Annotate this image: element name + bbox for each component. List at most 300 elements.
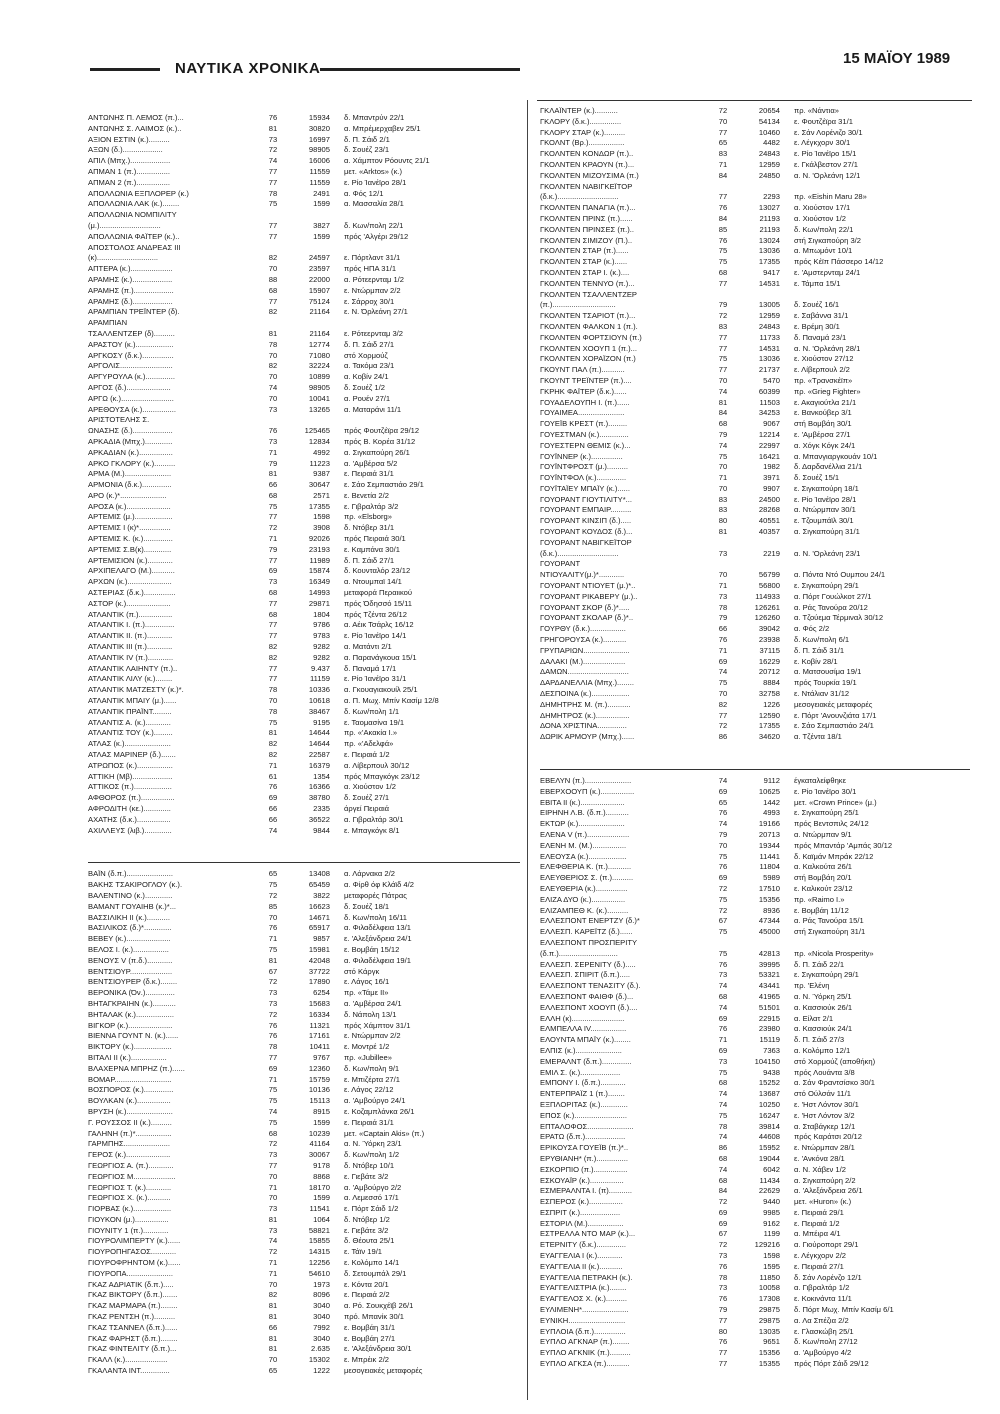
ship-row (540, 419, 970, 430)
ship-position: α. Καλκούτα 26/1 (794, 862, 853, 872)
ship-row (540, 203, 970, 214)
ship-position: ε. Ντώρμπαν 2/2 (344, 285, 401, 295)
ship-row (540, 1251, 970, 1262)
ship-year: 77 (268, 1052, 278, 1062)
ship-tonnage: 11159 (310, 674, 330, 684)
ship-position: δ. Ντόβερ 31/1 (344, 523, 395, 533)
ship-year: 77 (268, 598, 278, 608)
ship-year: 65 (268, 1366, 278, 1376)
ship-tonnage (286, 243, 344, 254)
ship-year: 70 (718, 462, 728, 472)
ship-position: ε. 'Αλεξάνδρεια 30/1 (344, 1344, 412, 1354)
ship-row (88, 243, 520, 254)
ship-tonnage: 1599 (313, 1193, 330, 1203)
ship-tonnage: 9162 (763, 1218, 780, 1228)
ship-name: ΕΛΛΕΣΠΟΝΤ ΤΕΝΑΣΙΤΥ (δ.). (540, 981, 641, 991)
ship-year: 75 (718, 354, 728, 364)
ship-year: 73 (718, 1283, 728, 1293)
ship-row (88, 1344, 520, 1355)
ship-tonnage: 16623 (308, 901, 330, 911)
ship-name: ΑΞΩΝ (δ.)................... (88, 145, 163, 155)
ship-tonnage: 10411 (309, 1042, 330, 1052)
page-date: 15 ΜΑΪΟΥ 1989 (843, 50, 951, 67)
ship-tonnage: 16334 (308, 1009, 330, 1019)
ship-position: στό Ούλσάν 11/1 (794, 1089, 851, 1099)
ship-year: 74 (718, 1099, 728, 1109)
ship-row (88, 1236, 520, 1247)
ship-position: μεταφορές Πάτρας (344, 890, 407, 900)
ship-position: ε. Ρότεερνταμ 3/2 (344, 328, 403, 338)
ship-year: 76 (718, 203, 728, 213)
ship-position: δ. Κων/πολη 16/11 (344, 912, 408, 922)
ship-name: ΑΧΙΛΛΕΥΣ (λιβ.)............. (88, 825, 172, 835)
ship-position: πρ. «Τρανσκέϊπ» (794, 375, 853, 385)
ship-name: ΑΤΛΑΝΤΙΚ Ι. (π.).............. (88, 620, 175, 630)
ship-tonnage: 4482 (763, 138, 780, 148)
ship-name: ΑΡΕΘΟΥΣΑ (κ.)................ (88, 404, 176, 414)
ship-position: ε. Λέγκχορν 30/1 (794, 138, 851, 148)
ship-row (540, 798, 970, 809)
ship-row (540, 387, 970, 398)
ship-row (540, 1154, 970, 1165)
ship-tonnage: 15302 (308, 1355, 330, 1365)
ship-name: ΑΠΟΛΛΩΝΙΑ ΛΑΚ (κ.)........ (88, 199, 180, 209)
ship-year: 68 (268, 609, 278, 619)
ship-name: ΑΡΑΜΗΣ (π.)................... (88, 285, 174, 295)
ship-position: ε. Τάμπα 15/1 (794, 278, 841, 288)
ship-name: ΓΚΑΖ ΦΑΡΗΣΤ (δ.π.)........ (88, 1333, 178, 1343)
ship-position (794, 559, 970, 570)
ship-tonnage: 2.635 (310, 1344, 330, 1354)
ship-tonnage: 58821 (308, 1225, 330, 1235)
ship-name: ΕΡΙΚΟΥΣΑ ΓΟΥΕΪΒ (π.)*.. (540, 1143, 629, 1153)
ship-row (540, 592, 970, 603)
ship-year: 74 (268, 382, 278, 392)
ship-name: ΒΕΒΕΥ (κ.)..................... (88, 934, 171, 944)
ship-tonnage: 9387 (313, 469, 330, 479)
ship-row (540, 214, 970, 225)
ship-position: α. Σιγκαπούρη 2/2 (794, 1175, 856, 1185)
ship-position: δ. Σουέζ 23/1 (344, 145, 390, 155)
ship-year: 75 (718, 257, 728, 267)
ship-name: ΑΤΛΑΝΤΙΚ ΛΑΙΗΝΤΥ (π.).. (88, 663, 178, 673)
ship-position: α. Ρό. Σουκχέϊβ 26/1 (344, 1301, 414, 1311)
ship-tonnage: 3040 (313, 1301, 330, 1311)
ship-position: δ. Νάπολη 13/1 (344, 1009, 397, 1019)
ship-year: 68 (268, 490, 278, 500)
ship-tonnage: 11804 (759, 862, 780, 872)
ship-year (710, 559, 736, 570)
ship-row (88, 1323, 520, 1334)
ship-year: 68 (718, 419, 728, 429)
ship-name: ΕΥΠΛΟΙΑ (δ.π.)............... (540, 1326, 626, 1336)
ship-name: ΓΚΟΛΝΤΕΝ ΚΡΑΟΥΝ (π.)... (540, 159, 635, 169)
ship-row (540, 624, 970, 635)
ship-name: ΔΑΛΑΚΙ (Μ.).................... (540, 656, 626, 666)
ship-row (88, 318, 520, 329)
ship-tonnage: 1064 (313, 1214, 330, 1224)
ship-row (88, 1312, 520, 1323)
ship-year: 85 (718, 224, 728, 234)
ship-position: δ. Π. Σάιδ 31/1 (794, 645, 845, 655)
ship-year: 79 (718, 300, 728, 310)
ship-position: ε. Πόρτ 'Ανουνζιάτα 17/1 (794, 710, 877, 720)
ship-name: ΑΤΛΑΝΤΙΚ ΛΙΛΥ (κ.)........ (88, 674, 173, 684)
ship-name: ΑΡΚΑΔΙΑ (Μπχ.)............. (88, 436, 173, 446)
ship-name: ΓΚΟΛΝΤΕΝ ΣΙΜΙΖΟΥ (Π.).. (540, 235, 633, 245)
ship-name: ΑΤΛΑΝΤΙΚ IV (π.)............ (88, 652, 174, 662)
ship-position: ε. Λίβερπουλ 2/2 (794, 365, 850, 375)
ship-tonnage: 9112 (763, 776, 780, 786)
ship-position: ε. Μπρέικ 2/2 (344, 1355, 390, 1365)
ship-position: ε. Ρίο Ίανέϊρο 14/1 (344, 631, 407, 641)
ship-tonnage: 9178 (313, 1160, 330, 1170)
ship-row (88, 1193, 520, 1204)
ship-tonnage: 21193 (759, 224, 780, 234)
ship-year: 74 (718, 1089, 728, 1099)
ship-row (88, 1150, 520, 1161)
ship-year: 76 (268, 1020, 278, 1030)
ship-row (88, 1042, 520, 1053)
ship-row (540, 646, 970, 657)
ship-position: δ. Κων/πολη 1/1 (344, 706, 400, 716)
ship-position: δ. Πόρτ Μωχ. Μπίν Κασίμ 6/1 (794, 1305, 894, 1315)
ship-year: 75 (268, 717, 278, 727)
ship-tonnage: 1982 (763, 462, 780, 472)
ship-name: ΓΟΥΡΘΥ (δ.κ.)................. (540, 624, 626, 634)
ship-tonnage: 16421 (758, 451, 780, 461)
ship-tonnage: 51501 (758, 1002, 780, 1012)
ship-tonnage: 15355 (758, 1359, 780, 1369)
ship-row (88, 566, 520, 577)
ship-tonnage: 28268 (758, 505, 780, 515)
ship-name: ΓΟΥΟΡΑΝΤ ΣΚΟΡ (δ.)*..... (540, 602, 630, 612)
ship-row (540, 138, 970, 149)
ship-name: ΓΟΥΟΡΑΝΤ (540, 559, 581, 569)
ship-row (540, 117, 970, 128)
ship-name: ΕΛΜΠΕΛΛΑ IV................. (540, 1024, 627, 1034)
ship-row (540, 776, 970, 787)
ship-row (88, 913, 520, 924)
ship-year: 83 (718, 505, 728, 515)
ship-name: ΑΡΧΩΝ (κ.)..................... (88, 577, 172, 587)
ship-position: ε. Ρίο Ίανέϊρο 31/1 (344, 674, 407, 684)
ship-position: α. Ρότεερνταμ 1/2 (344, 274, 405, 284)
ship-year: 70 (718, 840, 728, 850)
ship-name: ΕΛΕΝΑ V (π.).................... (540, 830, 630, 839)
ship-position: α. Χιούστον 1/2 (794, 213, 847, 223)
ship-name: ΒΑΛΕΝΤΙΝΟ (κ.)............. (88, 890, 173, 900)
ship-tonnage: 13027 (758, 203, 780, 213)
ship-year: 77 (268, 231, 278, 241)
ship-name: ΔΕΣΠΟΙΝΑ (κ.).................. (540, 689, 630, 699)
ship-name: ΓΚΛΟΡΥ (δ.κ.)............... (540, 116, 622, 126)
ship-year: 79 (718, 613, 728, 623)
ship-position: στό Χορμούζ (αποθήκη) (794, 1056, 876, 1066)
ship-year: 81 (718, 397, 728, 407)
ship-row (88, 523, 520, 534)
ship-tonnage: 21164 (309, 328, 330, 338)
ship-position: ε. Ντώρμπαν 28/1 (794, 1143, 855, 1153)
ship-name: ΕΡΑΤΩ (δ.π.)................... (540, 1132, 626, 1142)
ship-year: 73 (718, 970, 728, 980)
ship-name: ΕΜΕΡΑΛΝΤ (δ.π.).............. (540, 1056, 632, 1066)
section-rule (88, 862, 520, 863)
ship-row (540, 1305, 970, 1316)
ship-tonnage: 9067 (763, 419, 780, 429)
ship-row (88, 329, 520, 340)
ship-year: 77 (268, 220, 278, 230)
ship-position: α. Κοβίν 24/1 (344, 372, 389, 382)
ship-tonnage: 14993 (308, 588, 330, 598)
ship-name: ΑΡΑΣΤΟΥ (κ.).................. (88, 339, 174, 349)
ship-name: ΕΛΛΕΣΠ. ΣΕΡΕΝΙΤΥ (δ.)..... (540, 959, 636, 969)
ship-year: 72 (718, 1240, 728, 1250)
right-column-top-rule (537, 100, 972, 101)
ship-year: 81 (268, 1333, 278, 1343)
ship-row (540, 322, 970, 333)
ship-name: ΒΗΤΑΓΚΡΑΙΗΝ (κ.)........... (88, 998, 176, 1008)
ship-position: α. Ματσουσίμα 19/1 (794, 667, 862, 677)
ship-row (88, 199, 520, 210)
ship-name: ΑΣΤΟΡ (κ.)..................... (88, 598, 171, 608)
ship-year: 82 (268, 307, 278, 317)
ship-year: 76 (268, 113, 278, 122)
ship-tonnage: 12360 (308, 1063, 330, 1073)
ship-row (540, 1186, 970, 1197)
ship-row (88, 1031, 520, 1042)
ship-row (540, 808, 970, 819)
ship-name: ΓΚΡΗΚ ΦΑΪΤΕΡ (δ.κ.)...... (540, 386, 627, 396)
ship-position: πρός 'Αλγέρι 29/12 (344, 231, 409, 241)
ship-year: 81 (718, 527, 728, 537)
ship-position: δ. Μπαντρύν 22/1 (344, 113, 405, 122)
ship-name: ΝΤΙΟΥΑΛΙΤΥ(μ.)*............ (540, 570, 625, 580)
ship-name: ΕΣΚΟΥΑΪΡ (κ.)................ (540, 1175, 624, 1185)
ship-name: ΒΙΚΤΟΡΥ (κ.).................. (88, 1042, 172, 1052)
ship-position: ε. Πόρτλαντ 31/1 (344, 253, 401, 263)
ship-tonnage: 11434 (759, 1175, 780, 1185)
ship-position: μεταφορά Περαιικού (344, 588, 413, 598)
ship-row (540, 311, 970, 322)
ship-row (88, 988, 520, 999)
ship-row (540, 884, 970, 895)
ship-tonnage: 9417 (763, 267, 780, 277)
ship-position: πρ. «Nicola Prosperity» (794, 948, 874, 958)
ship-tonnage: 15907 (308, 285, 330, 295)
ship-name: ΤΣΑΛΛΕΝΤΖΕΡ (δ).......... (88, 328, 175, 338)
ship-name: ΕΛΕΦΘΕΡΙΑ Κ. (π.)........... (540, 862, 632, 872)
ship-tonnage: 3908 (313, 523, 330, 533)
ship-year: 75 (718, 851, 728, 861)
ship-row (540, 1294, 970, 1305)
ship-position: α. Τζέντα 18/1 (794, 732, 842, 742)
ship-name: ΒΟΣΠΟΡΟΣ (κ.).............. (88, 1085, 174, 1095)
ship-name: ΕΛΛΗ (κ)......................... (540, 1013, 625, 1023)
ship-year: 66 (268, 804, 278, 813)
ship-name: ΓΚΟΛΝΤ (Βρ.)................. (540, 138, 625, 148)
ship-year: 69 (718, 1013, 728, 1023)
ship-tonnage: 10625 (758, 786, 780, 796)
ship-row (540, 873, 970, 884)
ship-row (540, 960, 970, 971)
ship-row (88, 1247, 520, 1258)
ship-tonnage: 16247 (758, 1110, 780, 1120)
ship-tonnage: 3822 (313, 890, 330, 900)
ship-name: ΑΡΓΩ (κ.)......................... (88, 393, 174, 403)
ship-tonnage: 13005 (758, 300, 780, 310)
ship-position: ε. Κοβίν 28/1 (794, 656, 838, 666)
ship-name: ΑΤΛΑΣ (κ.)...................... (88, 739, 171, 749)
ship-position: α. Ράς Τανούρα 15/1 (794, 916, 864, 926)
ship-year: 61 (268, 771, 278, 781)
ship-name: ΓΚΑΖ ΡΕΝΤΣΗ (π.).......... (88, 1312, 176, 1322)
ship-position: ε. Σιγκαπούρη 25/1 (794, 808, 859, 818)
ship-row (88, 1334, 520, 1345)
ship-tonnage: 56799 (758, 570, 780, 580)
ship-position: άργεί Πειραιά (344, 804, 390, 813)
ship-name: ΓΚΟΥΝΤ ΠΑΛ (π.)........... (540, 365, 625, 375)
ship-tonnage: 8868 (313, 1171, 330, 1181)
ship-name: ΒΑΚΗΣ ΤΣΑΚΙΡΟΓΛΟΥ (κ.). (88, 880, 183, 890)
ship-year: 82 (268, 1290, 278, 1300)
right-column (540, 106, 970, 1370)
ship-name: ΔΑΜΩΝ............................. (540, 667, 629, 677)
ship-name: ΕΛΛΕΣΠ. ΣΠΙΡΙΤ (δ.π.)..... (540, 970, 631, 980)
ship-year: 73 (718, 591, 728, 601)
ship-position: ε. Κόντα 20/1 (344, 1279, 389, 1289)
ship-position (344, 243, 520, 254)
ship-row (540, 613, 970, 624)
ship-tonnage: 8096 (313, 1290, 330, 1300)
ship-year: 70 (268, 350, 278, 360)
ship-row (88, 880, 520, 891)
ship-name: ΕΛΛΕΣΠΟΝΤ ΕΝΕΡΤΖΥ (δ.)* (540, 916, 640, 926)
ship-name: ΕΒΙΤΑ ΙΙ (κ.)..................... (540, 797, 625, 807)
ship-name: ΒΙΤΑΛΙ ΙΙ (κ.)................. (88, 1052, 167, 1062)
ship-year: 82 (268, 750, 278, 760)
ship-name: ΑΤΛΑΝΤΙΣ Α. (κ.)............ (88, 717, 171, 727)
ship-list-beta-gamma (88, 869, 520, 1376)
ship-position: δ. Σάν Λορένζο 12/1 (794, 1272, 862, 1282)
ship-position: ε. Σιγκαπούρη 29/1 (794, 581, 859, 591)
ship-position: δ. Καϊμάν Μπράκ 22/12 (794, 851, 874, 861)
ship-name: ΓΚΟΛΝΤΕΝ ΠΡΙΝΣ (π.)...... (540, 213, 633, 223)
ship-year: 86 (718, 732, 728, 742)
ship-row (88, 124, 520, 135)
ship-row (540, 862, 970, 873)
ship-year: 74 (718, 776, 728, 786)
ship-tonnage: 37115 (759, 645, 780, 655)
ship-name: ΓΚΟΛΝΤΕΝ ΤΣΑΡΙΟΤ (π.)... (540, 311, 636, 321)
ship-row (88, 307, 520, 318)
ship-row (88, 1215, 520, 1226)
ship-row (540, 700, 970, 711)
ship-year: 67 (718, 1229, 728, 1239)
ship-year: 70 (718, 375, 728, 385)
ship-position: δ. Κουνταλόρ 23/12 (344, 566, 411, 576)
ship-row (88, 297, 520, 308)
ship-name: (δ.κ.)............................. (540, 192, 619, 202)
ship-year: 74 (718, 819, 728, 829)
ship-tonnage (736, 290, 794, 301)
ship-position: α. 'Αμβούργο 4/2 (794, 1348, 852, 1358)
ship-row (88, 545, 520, 556)
ship-tonnage: 53321 (758, 970, 780, 980)
ship-year: 88 (268, 274, 278, 284)
ship-year (710, 290, 736, 301)
ship-year: 82 (268, 652, 278, 662)
ship-position: ε. Βομβάη 27/1 (344, 1333, 396, 1343)
ship-row (540, 841, 970, 852)
ship-tonnage: 19044 (758, 1153, 780, 1163)
ship-name: ΓΚΟΛΝΤΕΝ ΠΑΝΑΓΙΑ (π.)... (540, 203, 636, 213)
ship-position: α. Φιλαδέλφεια 19/1 (344, 955, 411, 965)
ship-year: 71 (268, 934, 278, 944)
ship-row (540, 787, 970, 798)
ship-tonnage: 11989 (309, 555, 330, 565)
ship-tonnage: 9.437 (310, 663, 330, 673)
ship-position: ε. Πειραιά 2/2 (344, 1290, 390, 1300)
ship-position: ε. 'Αλεξάνδρεια 24/1 (344, 934, 412, 944)
ship-name: ΓΙΟΥΡΟΦΡΗΝΤΟΜ (κ.)...... (88, 1258, 181, 1268)
ship-name: ΓΚΑΛΑΝΤΑ ΙΝΤ.............. (88, 1366, 170, 1376)
ship-position: ε. Ντώρμπαν 2/2 (344, 1031, 401, 1041)
ship-position (344, 415, 520, 426)
ship-name: ΕΚΤΩΡ (κ.)...................... (540, 819, 625, 829)
ship-row (540, 970, 970, 981)
ship-row (540, 505, 970, 516)
ship-row (540, 992, 970, 1003)
ship-name: ΕΛΙΖΑΜΠΕΘ Κ. (κ.).......... (540, 905, 629, 915)
ship-position: πρ. 'Ελένη (794, 981, 830, 991)
ship-tonnage (286, 415, 344, 426)
ship-tonnage: 30820 (308, 123, 330, 133)
ship-row (540, 1122, 970, 1133)
ship-tonnage: 8936 (763, 905, 780, 915)
ship-year: 77 (268, 296, 278, 306)
ship-row (88, 934, 520, 945)
ship-name: ΓΟΥΪΝΤΦΟΛ (κ.).............. (540, 473, 627, 483)
ship-row (540, 290, 970, 301)
ship-tonnage: 12774 (308, 339, 330, 349)
ship-position: ε. Βανκούβερ 3/1 (794, 408, 852, 418)
ship-year: 73 (268, 436, 278, 446)
ship-tonnage: 8884 (763, 678, 780, 688)
ship-year: 75 (268, 1085, 278, 1095)
ship-position: α. Κολόμπο 12/1 (794, 1045, 851, 1055)
ship-year: 77 (268, 631, 278, 641)
ship-name: ΑΝΤΩΝΗΣ Π. ΛΕΜΟΣ (π.)... (88, 113, 184, 122)
ship-position: πρός Β. Κορέα 31/12 (344, 436, 416, 446)
ship-row (540, 1316, 970, 1327)
ship-year: 77 (268, 512, 278, 522)
ship-year: 71 (268, 447, 278, 457)
ship-year: 70 (268, 1279, 278, 1289)
ship-year: 70 (718, 689, 728, 699)
ship-name: ΑΠΤΕΡΑ (κ.).................... (88, 264, 173, 274)
ship-year: 81 (268, 1214, 278, 1224)
ship-name: ΕΛΟΥΝΤΑ ΜΠΑΪΥ (κ.)........ (540, 1035, 631, 1045)
ship-name: ΓΑΛΗΝΗ (π.)*................. (88, 1128, 172, 1138)
ship-position: α. Ντουμπαϊ 14/1 (344, 577, 402, 587)
ship-row (540, 1208, 970, 1219)
ship-tonnage: 11541 (309, 1204, 330, 1214)
ship-row (88, 210, 520, 221)
ship-row (540, 246, 970, 257)
ship-year: 74 (718, 667, 728, 677)
ship-name: ΔΩΡΙΚ ΑΡΜΟΥΡ (Μπχ.)...... (540, 732, 635, 742)
